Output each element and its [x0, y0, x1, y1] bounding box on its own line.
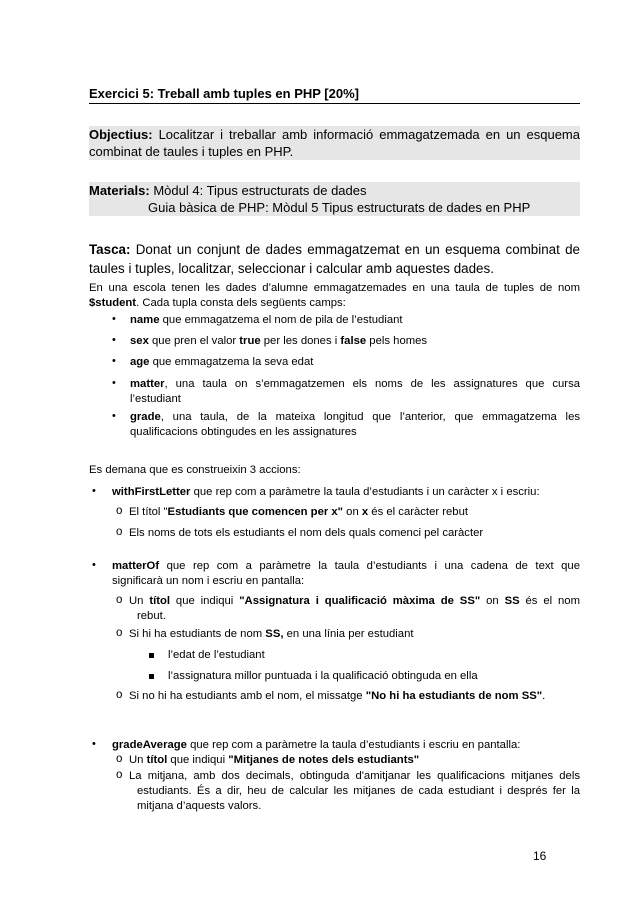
action-1-sub-1-text: El títol "	[129, 506, 168, 518]
circle-bullet-icon: o	[116, 505, 123, 517]
field-age-text: que emmagatzema la seva edat	[149, 356, 314, 368]
materials-item-2: Guia bàsica de PHP: Mòdul 5 Tipus estructurats de dades en PHP	[148, 200, 531, 215]
action-2-sub-3-text: .	[542, 690, 546, 702]
action-3-sub-2-line-1: La mitjana, amb dos decimals, obtinguda d'amitjanar les qualificacions mitjanes dels	[129, 770, 580, 782]
circle-bullet-icon: o	[116, 753, 123, 765]
task-line-1	[89, 240, 580, 259]
false-keyword: false	[340, 335, 367, 347]
action-3-sub-1	[129, 753, 579, 768]
field-grade-line-1	[130, 410, 580, 425]
circle-bullet-icon: o	[116, 689, 123, 701]
objectives-text-2: combinat de taules i tuples en PHP.	[89, 144, 294, 159]
field-matter-text-1: , una taula on s’emmagatzemen els noms de les assignatures que cursa	[164, 378, 580, 390]
field-grade-keyword: grade	[130, 411, 161, 423]
action-2-sub-1-line-2: rebut.	[137, 610, 166, 622]
field-matter-text-2: l’estudiant	[130, 393, 181, 405]
field-name-keyword: name	[130, 314, 160, 326]
field-matter-line-1	[130, 377, 580, 392]
square-bullet-icon	[149, 674, 154, 679]
action-3-keyword: gradeAverage	[112, 739, 187, 751]
field-grade-text-2: qualificacions obtingudes en les assignatures	[130, 426, 357, 438]
bullet-icon: •	[112, 313, 116, 325]
task-label: Tasca:	[89, 242, 131, 257]
circle-bullet-icon: o	[116, 594, 123, 606]
objectives-label: Objectius:	[89, 127, 153, 142]
bullet-icon: •	[92, 738, 96, 750]
field-grade-text-1: , una taula, de la mateixa longitud que l’anterior, que emmagatzema les	[160, 411, 580, 423]
materials-line-1	[89, 182, 580, 199]
action-1-keyword: withFirstLetter	[112, 486, 191, 498]
action-2-best-subject-item: l’assignatura millor puntuada i la qualificació obtinguda en ella	[168, 670, 478, 682]
bullet-icon: •	[112, 410, 116, 422]
field-matter	[130, 377, 580, 407]
action-2-sub-1-text: Un	[129, 595, 150, 607]
action-2-sub-1-line-1	[129, 594, 580, 609]
action-2-sub-1-text: que indiqui	[170, 595, 240, 607]
task-text-1: Donat un conjunt de dades emmagatzemat en un esquema combinat de	[135, 242, 580, 257]
action-1-text: que rep com a paràmetre la taula d’estudiants i un caràcter x i escriu:	[190, 486, 540, 498]
field-sex-text: per les dones i	[260, 335, 341, 347]
action-3-sub-1-text: Un	[129, 754, 147, 766]
circle-bullet-icon: o	[116, 526, 123, 538]
action-2-sub-2-text: en una línia per estudiant	[283, 628, 414, 640]
action-2-text-2: significarà un nom i escriu en pantalla:	[112, 575, 305, 587]
page-number: 16	[533, 849, 547, 863]
action-2-sub-1	[129, 594, 580, 624]
intro-line-2	[89, 296, 580, 311]
action-3-sub-2	[129, 769, 580, 814]
action-matter-of	[112, 559, 580, 589]
task-paragraph	[89, 240, 580, 278]
circle-bullet-icon: o	[116, 627, 123, 639]
field-age	[130, 355, 580, 370]
materials-item-1: Mòdul 4: Tipus estructurats de dades	[153, 183, 367, 198]
action-2-sub-3	[129, 689, 580, 704]
action-1-sub-1-text: és el caràcter rebut	[368, 506, 469, 518]
action-2-title: "Assignatura i qualificació màxima de SS"	[239, 595, 481, 607]
action-2-sub-2-text: Si hi ha estudiants de nom	[129, 628, 266, 640]
bullet-icon: •	[112, 355, 116, 367]
action-3-text: que rep com a paràmetre la taula d’estudiants i escriu en pantalla:	[186, 739, 521, 751]
bullet-icon: •	[112, 377, 116, 389]
title-keyword: títol	[149, 595, 171, 607]
materials-box	[89, 182, 580, 216]
field-sex	[130, 334, 580, 349]
square-bullet-icon	[149, 653, 154, 658]
action-1-sub-2: Els noms de tots els estudiants el nom dels quals comenci pel caràcter	[129, 527, 484, 539]
ss-keyword: SS	[504, 595, 520, 607]
action-1-sub-1	[129, 505, 579, 520]
action-grade-average	[112, 738, 580, 753]
field-matter-keyword: matter	[130, 378, 165, 390]
action-3-sub-2-line-2: estudiants. És a dir, heu de calcular les mitjanes de cada estudiant i després fer la	[137, 785, 580, 797]
x-keyword: x	[361, 506, 369, 518]
title-keyword: títol	[146, 754, 168, 766]
field-sex-text: que pren el valor	[148, 335, 240, 347]
actions-intro: Es demana que es construeixin 3 accions:	[89, 464, 301, 476]
action-with-first-letter	[112, 485, 580, 500]
field-name	[130, 313, 580, 328]
action-2-sub-1-text: on	[480, 595, 505, 607]
action-2-sub-1-text: és el nom	[519, 595, 580, 607]
objectives-line-1	[89, 126, 580, 143]
intro-line-2-text: . Cada tupla consta dels següents camps:	[136, 297, 346, 309]
no-students-message: "No hi ha estudiants de nom SS"	[365, 690, 543, 702]
field-name-text: que emmagatzema el nom de pila de l’estudiant	[159, 314, 403, 326]
exercise-heading: Exercici 5: Treball amb tuples en PHP [20%]	[89, 86, 580, 104]
field-sex-keyword: sex	[130, 335, 149, 347]
action-3-sub-2-line-3: mitjana d’aquests valors.	[137, 800, 262, 812]
intro-line-1: En una escola tenen les dades d’alumne emmagatzemades en una taula de tuples de nom	[89, 282, 580, 294]
field-age-keyword: age	[130, 356, 150, 368]
student-variable: $student	[89, 297, 137, 309]
action-3-title: "Mitjanes de notes dels estudiants"	[228, 754, 420, 766]
bullet-icon: •	[92, 559, 96, 571]
bullet-icon: •	[112, 334, 116, 346]
objectives-box	[89, 126, 580, 160]
bullet-icon: •	[92, 485, 96, 497]
action-2-sub-2	[129, 627, 579, 642]
action-2-text-1: que rep com a paràmetre la taula d’estudiants i una cadena de text que	[159, 560, 580, 572]
ss-keyword: SS,	[265, 628, 284, 640]
field-sex-text: pels homes	[366, 335, 428, 347]
action-1-sub-1-text: on	[343, 506, 362, 518]
true-keyword: true	[239, 335, 261, 347]
circle-bullet-icon: o	[116, 769, 123, 781]
action-3-sub-1-text: que indiqui	[167, 754, 229, 766]
objectives-text-1: Localitzar i treballar amb informació emmagatzemada en un esquema	[158, 127, 580, 142]
intro-paragraph	[89, 281, 580, 311]
action-1-title: Estudiants que comencen per x"	[167, 506, 344, 518]
materials-label: Materials:	[89, 183, 150, 198]
field-grade	[130, 410, 580, 440]
action-2-line-1	[112, 559, 580, 574]
action-2-sub-3-text: Si no hi ha estudiants amb el nom, el missatge	[129, 690, 366, 702]
action-2-keyword: matterOf	[112, 560, 160, 572]
action-2-age-item: l’edat de l’estudiant	[168, 649, 265, 661]
task-text-2: taules i tuples, localitzar, seleccionar i calcular amb aquestes dades.	[89, 261, 494, 276]
